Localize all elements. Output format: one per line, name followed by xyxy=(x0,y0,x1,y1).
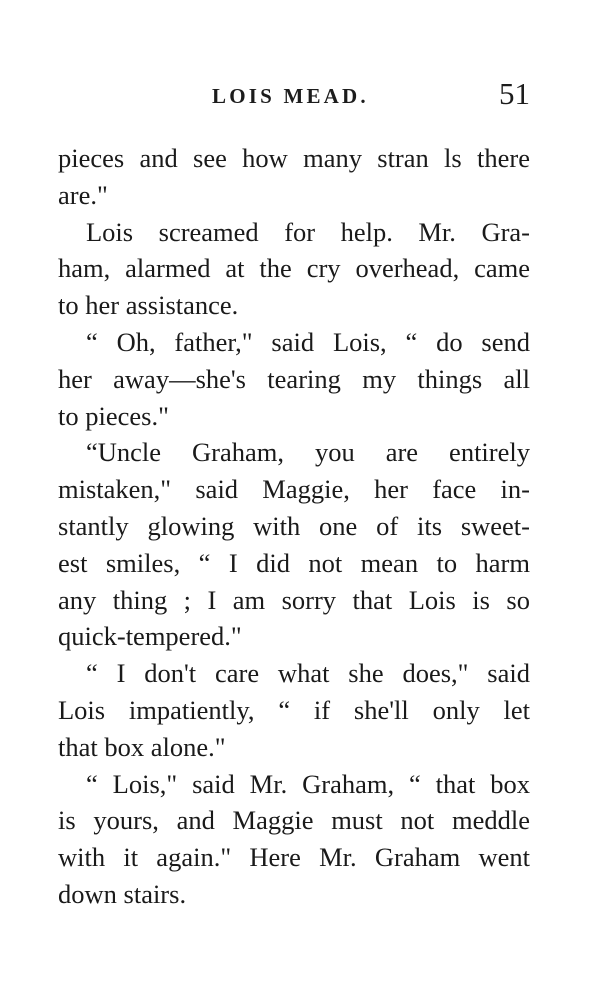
text-line: to pieces." xyxy=(58,400,169,431)
text-line: any thing ; I am sorry that Lois is so xyxy=(58,584,530,615)
text-line: pieces and see how many stran ls there xyxy=(58,143,530,173)
running-title: LOIS MEAD. xyxy=(212,84,369,108)
text-line: stantly glowing with one of its sweet- xyxy=(58,510,530,541)
text-line: down stairs. xyxy=(58,878,187,909)
body-text xyxy=(58,140,530,913)
text-line: her away—she's tearing my things all xyxy=(58,363,530,394)
text-line: “ Lois," said Mr. Graham, “ that box xyxy=(86,768,530,799)
page-number: 51 xyxy=(499,76,530,111)
text-line: to her assistance. xyxy=(58,290,239,321)
text-line: Lois screamed for help. Mr. Gra- xyxy=(86,216,530,247)
text-line: “Uncle Graham, you are entirely xyxy=(86,437,530,468)
text-line: are." xyxy=(58,179,108,210)
text-line: Lois impatiently, “ if she'll only let xyxy=(58,694,530,725)
text-line: mistaken," said Maggie, her face in- xyxy=(58,474,530,505)
text-line: with it again." Here Mr. Graham went xyxy=(58,842,530,873)
text-line: “ I don't care what she does," said xyxy=(86,658,530,689)
text-line: quick-tempered." xyxy=(58,621,242,652)
text-line: that box alone." xyxy=(58,731,226,762)
text-line: ham, alarmed at the cry overhead, came xyxy=(58,253,530,284)
text-line: is yours, and Maggie must not meddle xyxy=(58,805,530,836)
text-line: “ Oh, father," said Lois, “ do send xyxy=(86,326,530,357)
text-line: est smiles, “ I did not mean to harm xyxy=(58,547,530,578)
